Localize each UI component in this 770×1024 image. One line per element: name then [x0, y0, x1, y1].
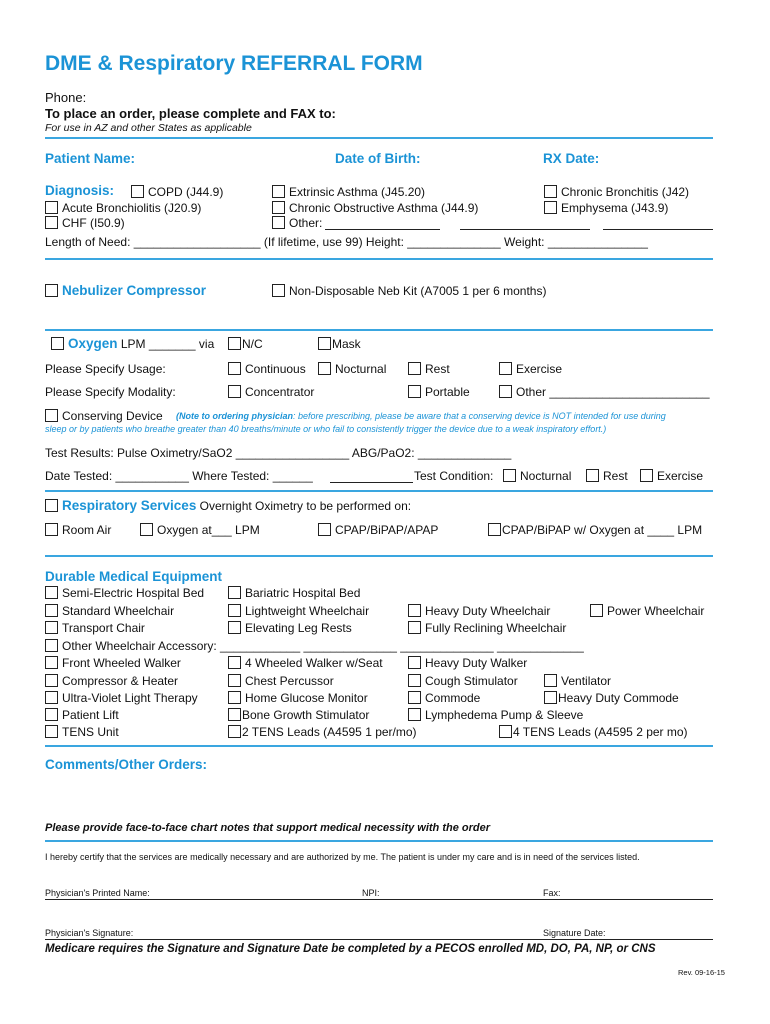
concentrator-label: Concentrator: [245, 385, 315, 399]
transport-option[interactable]: [45, 621, 145, 635]
cpap-label: CPAP/BiPAP/APAP: [335, 523, 439, 537]
room-air-option[interactable]: [45, 523, 111, 537]
nocturnal-label: Nocturnal: [335, 362, 387, 376]
checkbox[interactable]: [228, 708, 241, 721]
checkbox[interactable]: [544, 691, 557, 704]
power-wheelchair-option[interactable]: [590, 604, 704, 618]
other-label: Other ________________________: [516, 385, 710, 399]
face-to-face-note: Please provide face-to-face chart notes that support medical necessity with the order: [45, 822, 491, 834]
oxygen-option[interactable]: [51, 336, 214, 351]
bariatric-bed-label: Bariatric Hospital Bed: [245, 586, 361, 600]
modality-other-option[interactable]: [499, 385, 710, 399]
heavy-wheelchair-option[interactable]: [408, 604, 550, 618]
fax-label: Fax:: [543, 888, 561, 898]
commode-option[interactable]: [408, 691, 480, 705]
chronic-bronchitis-option[interactable]: [544, 185, 689, 199]
checkbox[interactable]: [408, 604, 421, 617]
divider: [45, 745, 713, 747]
date-tested-line[interactable]: Date Tested: ___________ Where Tested: ______: [45, 469, 313, 483]
semi-bed-label: Semi-Electric Hospital Bed: [62, 586, 205, 600]
checkbox[interactable]: [590, 604, 603, 617]
std-wheelchair-option[interactable]: [45, 604, 174, 618]
checkbox[interactable]: [499, 385, 512, 398]
signature-label: Physician's Signature:: [45, 928, 134, 938]
checkbox[interactable]: [45, 708, 58, 721]
room-air-label: Room Air: [62, 523, 112, 537]
tc-rest-label: Rest: [603, 469, 628, 483]
checkbox[interactable]: [45, 621, 58, 634]
checkbox[interactable]: [503, 469, 516, 482]
heavy-wheelchair-label: Heavy Duty Wheelchair: [425, 604, 551, 618]
conserving-note: [176, 411, 666, 421]
four-walker-label: 4 Wheeled Walker w/Seat: [245, 656, 383, 670]
tens-option[interactable]: [45, 725, 119, 739]
cough-label: Cough Stimulator: [425, 674, 518, 688]
npi-label: NPI:: [362, 888, 380, 898]
divider: [45, 490, 713, 492]
emphysema-label: Emphysema (J43.9): [561, 201, 669, 215]
power-wheelchair-label: Power Wheelchair: [607, 604, 705, 618]
heavy-commode-option[interactable]: [544, 691, 679, 705]
checkbox[interactable]: [586, 469, 599, 482]
heavy-walker-option[interactable]: [408, 656, 527, 670]
checkbox[interactable]: [45, 201, 58, 214]
exercise-option[interactable]: [499, 362, 562, 376]
light-wheelchair-label: Lightweight Wheelchair: [245, 604, 370, 618]
test-condition-label: Test Condition:: [414, 469, 494, 483]
copd-option[interactable]: [131, 185, 223, 199]
checkbox[interactable]: [408, 691, 421, 704]
tens-label: TENS Unit: [62, 725, 119, 739]
checkbox[interactable]: [272, 185, 285, 198]
checkbox[interactable]: [408, 362, 421, 375]
mask-option[interactable]: [318, 337, 361, 351]
divider: [45, 329, 713, 331]
neb-kit-option[interactable]: [272, 284, 546, 298]
conserving-label: Conserving Device: [62, 409, 163, 423]
continuous-option[interactable]: [228, 362, 306, 376]
comments-area[interactable]: [45, 778, 713, 818]
modality-label: Please Specify Modality:: [45, 385, 176, 399]
tens2-label: 2 TENS Leads (A4595 1 per/mo): [242, 725, 417, 739]
copd-label: COPD (J44.9): [148, 185, 224, 199]
continuous-label: Continuous: [245, 362, 306, 376]
checkbox[interactable]: [408, 621, 421, 634]
lymphedema-label: Lymphedema Pump & Sleeve: [425, 708, 584, 722]
medicare-note: Medicare requires the Signature and Signature Date be completed by a PECOS enrolled MD, DO, PA, NP, or CNS: [45, 943, 656, 955]
checkbox[interactable]: [544, 674, 557, 687]
checkbox[interactable]: [45, 216, 58, 229]
chronic-obstructive-option[interactable]: [272, 201, 478, 215]
other-line-3[interactable]: [603, 229, 713, 230]
reclining-label: Fully Reclining Wheelchair: [425, 621, 567, 635]
extrinsic-label: Extrinsic Asthma (J45.20): [289, 185, 426, 199]
portable-option[interactable]: [408, 385, 470, 399]
tens4-label: 4 TENS Leads (A4595 2 per mo): [513, 725, 688, 739]
rx-date-label: RX Date:: [543, 151, 600, 166]
front-walker-option[interactable]: [45, 656, 181, 670]
other-line-2[interactable]: [460, 229, 590, 230]
front-walker-label: Front Wheeled Walker: [62, 656, 181, 670]
std-wheelchair-label: Standard Wheelchair: [62, 604, 175, 618]
checkbox[interactable]: [228, 604, 241, 617]
checkbox[interactable]: [45, 639, 58, 652]
ventilator-option[interactable]: [544, 674, 611, 688]
cough-option[interactable]: [408, 674, 518, 688]
tc-nocturnal-option[interactable]: [503, 469, 571, 483]
tens2-option[interactable]: [228, 725, 417, 739]
checkbox[interactable]: [45, 604, 58, 617]
tc-rest-option[interactable]: [586, 469, 628, 483]
divider: [45, 258, 713, 260]
note-rest: : before prescribing, please be aware that a conserving device is NOT intended for use during: [293, 411, 666, 421]
compressor-label: Compressor & Heater: [62, 674, 179, 688]
respiratory-sub: Overnight Oximetry to be performed on:: [199, 499, 412, 513]
light-wheelchair-option[interactable]: [228, 604, 369, 618]
other-label: Other:: [289, 216, 323, 230]
checkbox[interactable]: [45, 284, 58, 297]
form-title: DME & Respiratory REFERRAL FORM: [45, 52, 423, 75]
checkbox[interactable]: [45, 691, 58, 704]
where-tested-line[interactable]: [330, 482, 413, 483]
acute-bronchiolitis-label: Acute Bronchiolitis (J20.9): [62, 201, 202, 215]
acute-bronchiolitis-option[interactable]: [45, 201, 201, 215]
neb-kit-label: Non-Disposable Neb Kit (A7005 1 per 6 months): [289, 284, 547, 298]
elevating-option[interactable]: [228, 621, 352, 635]
divider: [45, 137, 713, 139]
checkbox[interactable]: [408, 708, 421, 721]
fax-instruction: To place an order, please complete and FAX to:: [45, 106, 336, 121]
nebulizer-label: Nebulizer Compressor: [62, 283, 207, 298]
checkbox[interactable]: [544, 185, 557, 198]
usage-label: Please Specify Usage:: [45, 362, 166, 376]
checkbox[interactable]: [408, 674, 421, 687]
subnote: For use in AZ and other States as applicable: [45, 122, 252, 134]
diagnosis-other-option[interactable]: [272, 216, 322, 230]
length-of-need-line[interactable]: Length of Need: ___________________ (If lifetime, use 99) Height: ______________ Weight: _______________: [45, 235, 648, 249]
checkbox[interactable]: [318, 337, 331, 350]
tc-exercise-option[interactable]: [640, 469, 703, 483]
tc-exercise-label: Exercise: [657, 469, 704, 483]
checkbox[interactable]: [228, 362, 241, 375]
bariatric-bed-option[interactable]: [228, 586, 360, 600]
uv-label: Ultra-Violet Light Therapy: [62, 691, 198, 705]
conserving-device-option[interactable]: [45, 409, 163, 423]
patient-lift-label: Patient Lift: [62, 708, 119, 722]
checkbox[interactable]: [45, 725, 58, 738]
signature-date-label: Signature Date:: [543, 928, 606, 938]
phone-label: Phone:: [45, 90, 87, 105]
checkbox[interactable]: [318, 362, 331, 375]
nc-label: N/C: [242, 337, 263, 351]
checkbox[interactable]: [131, 185, 144, 198]
emphysema-option[interactable]: [544, 201, 668, 215]
signature-line[interactable]: [45, 939, 713, 940]
heavy-commode-label: Heavy Duty Commode: [558, 691, 679, 705]
lpm-field[interactable]: LPM _______ via: [120, 337, 215, 351]
nc-option[interactable]: [228, 337, 263, 351]
chronic-bronchitis-label: Chronic Bronchitis (J42): [561, 185, 690, 199]
checkbox[interactable]: [45, 523, 58, 536]
chest-label: Chest Percussor: [245, 674, 334, 688]
respiratory-label: Respiratory Services: [62, 498, 197, 513]
bone-label: Bone Growth Stimulator: [242, 708, 370, 722]
checkbox[interactable]: [45, 409, 58, 422]
cpap-oxygen-label: CPAP/BiPAP w/ Oxygen at ____ LPM: [502, 523, 703, 537]
printed-name-line[interactable]: [45, 899, 713, 900]
checkbox[interactable]: [228, 337, 241, 350]
other-line-1[interactable]: [325, 229, 440, 230]
cpap-option[interactable]: [318, 523, 438, 537]
ventilator-label: Ventilator: [561, 674, 612, 688]
exercise-label: Exercise: [516, 362, 563, 376]
bone-option[interactable]: [228, 708, 369, 722]
elevating-label: Elevating Leg Rests: [245, 621, 352, 635]
checkbox[interactable]: [499, 362, 512, 375]
mask-label: Mask: [332, 337, 361, 351]
checkbox[interactable]: [45, 674, 58, 687]
checkbox[interactable]: [228, 621, 241, 634]
uv-option[interactable]: [45, 691, 198, 705]
other-accessory-option[interactable]: [45, 639, 584, 653]
oxygen-at-label: Oxygen at___ LPM: [157, 523, 260, 537]
chf-option[interactable]: [45, 216, 125, 230]
checkbox[interactable]: [499, 725, 512, 738]
chf-label: CHF (I50.9): [62, 216, 125, 230]
transport-label: Transport Chair: [62, 621, 145, 635]
checkbox[interactable]: [51, 337, 64, 350]
dob-label: Date of Birth:: [335, 151, 421, 166]
cpap-oxygen-option[interactable]: [488, 523, 702, 537]
checkbox[interactable]: [318, 523, 331, 536]
nebulizer-option[interactable]: [45, 283, 206, 298]
heavy-walker-label: Heavy Duty Walker: [425, 656, 528, 670]
checkbox[interactable]: [228, 725, 241, 738]
respiratory-services-option[interactable]: [45, 498, 411, 513]
oxygen-at-option[interactable]: [140, 523, 260, 537]
diagnosis-label: Diagnosis:: [45, 183, 115, 198]
glucose-option[interactable]: [228, 691, 368, 705]
portable-label: Portable: [425, 385, 470, 399]
conserving-note-line2: sleep or by patients who breathe greater than 40 breaths/minute or who fail to consistently trigger the device due to a weak inspiratory effort.): [45, 424, 607, 434]
checkbox[interactable]: [140, 523, 153, 536]
checkbox[interactable]: [228, 674, 241, 687]
chronic-obstructive-label: Chronic Obstructive Asthma (J44.9): [289, 201, 479, 215]
semi-bed-option[interactable]: [45, 586, 204, 600]
lymphedema-option[interactable]: [408, 708, 583, 722]
checkbox[interactable]: [228, 385, 241, 398]
nocturnal-option[interactable]: [318, 362, 386, 376]
checkbox[interactable]: [272, 216, 285, 229]
oxygen-label: Oxygen: [68, 336, 118, 351]
reclining-option[interactable]: [408, 621, 566, 635]
checkbox[interactable]: [45, 656, 58, 669]
revision: Rev. 09-16-15: [678, 968, 725, 977]
checkbox[interactable]: [408, 385, 421, 398]
divider: [45, 555, 713, 557]
checkbox[interactable]: [488, 523, 501, 536]
chest-option[interactable]: [228, 674, 334, 688]
commode-label: Commode: [425, 691, 481, 705]
rest-label: Rest: [425, 362, 450, 376]
concentrator-option[interactable]: [228, 385, 314, 399]
comments-label: Comments/Other Orders:: [45, 757, 208, 772]
checkbox[interactable]: [45, 586, 58, 599]
glucose-label: Home Glucose Monitor: [245, 691, 368, 705]
note-bold: (Note to ordering physician: [176, 411, 294, 421]
dme-label: Durable Medical Equipment: [45, 569, 223, 584]
four-walker-option[interactable]: [228, 656, 383, 670]
compressor-option[interactable]: [45, 674, 178, 688]
tc-nocturnal-label: Nocturnal: [520, 469, 572, 483]
patient-name-label: Patient Name:: [45, 151, 136, 166]
certify-statement: I hereby certify that the services are medically necessary and are authorized by me. The patient is under my care and is in need of the services listed.: [45, 852, 640, 862]
other-accessory-label: Other Wheelchair Accessory: ____________ ______________ ______________ _____________: [62, 639, 584, 653]
checkbox[interactable]: [272, 201, 285, 214]
checkbox[interactable]: [228, 656, 241, 669]
extrinsic-option[interactable]: [272, 185, 425, 199]
checkbox[interactable]: [640, 469, 653, 482]
checkbox[interactable]: [544, 201, 557, 214]
checkbox[interactable]: [45, 499, 58, 512]
printed-name-label: Physician's Printed Name:: [45, 888, 150, 898]
checkbox[interactable]: [228, 586, 241, 599]
divider: [45, 840, 713, 842]
test-results-line[interactable]: Test Results: Pulse Oximetry/SaO2 _________________ ABG/PaO2: ______________: [45, 446, 512, 460]
tens4-option[interactable]: [499, 725, 688, 739]
rest-option[interactable]: [408, 362, 450, 376]
checkbox[interactable]: [228, 691, 241, 704]
checkbox[interactable]: [272, 284, 285, 297]
checkbox[interactable]: [408, 656, 421, 669]
patient-lift-option[interactable]: [45, 708, 119, 722]
